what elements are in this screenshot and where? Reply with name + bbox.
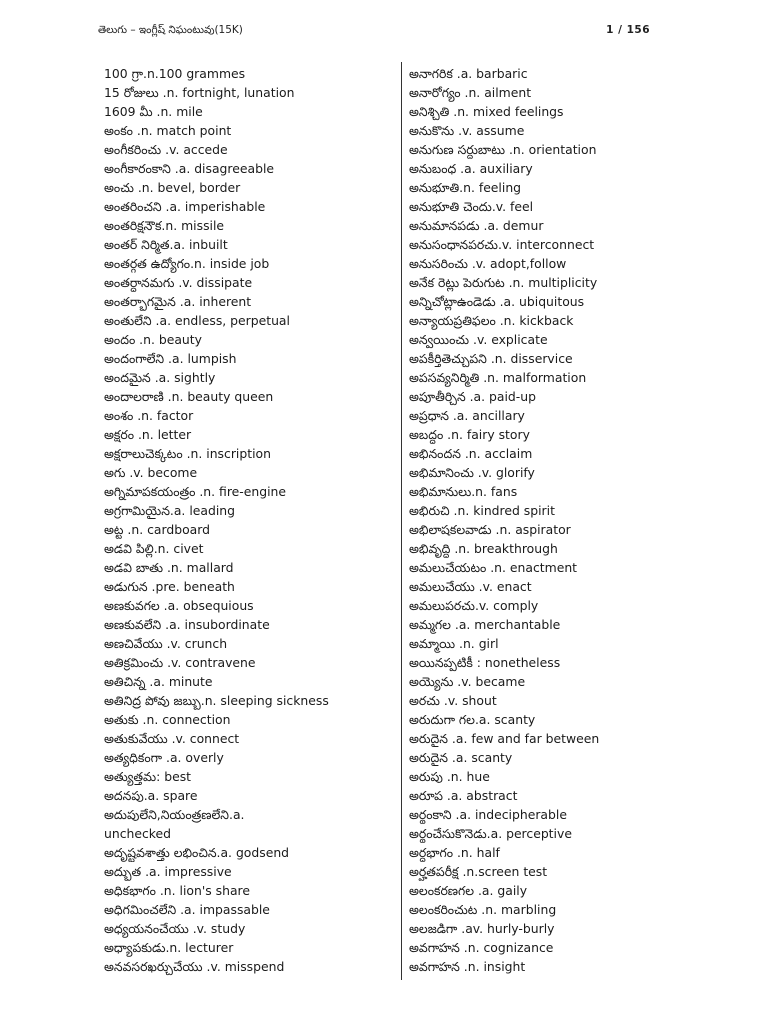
dictionary-entry: అంతర్గత ఉద్యోగం.n. inside job [104,256,270,271]
dictionary-entry: అరుదైన .a. scanty [409,750,513,765]
dictionary-entry: అంగీకారంకాని .a. disagreeable [104,161,275,176]
page-number: 1 / 156 [606,24,650,36]
page-header [98,20,650,40]
dictionary-entry: అనుసంధానపరచు.v. interconnect [409,237,595,252]
dictionary-entry: అంతులేని .a. endless, perpetual [104,313,290,328]
dictionary-entry: అరుదైన .a. few and far between [409,731,600,746]
dictionary-entry: అతినిద్ర పోవు జబ్బు.n. sleeping sickness [104,693,329,708]
dictionary-entry: అభినందన .n. acclaim [409,446,533,461]
dictionary-entry: అనుగుణ సర్దుబాటు .n. orientation [409,142,597,157]
dictionary-entry: unchecked [104,826,172,841]
dictionary-entry: అరుదుగా గల.a. scanty [409,712,536,727]
dictionary-entry: అధికభాగం .n. lion's share [104,883,250,898]
dictionary-entry: అనుకొను .v. assume [409,123,525,138]
dictionary-entry: అధిగమించలేని .a. impassable [104,902,270,917]
dictionary-entry: అరుపు .n. hue [409,769,490,784]
dictionary-entry: అంశం .n. factor [104,408,194,423]
dictionary-entry: అగ్నిమాపకయంత్రం .n. fire-engine [104,484,287,499]
dictionary-entry: అనుబంధ .a. auxiliary [409,161,533,176]
dictionary-entry: అతుకు .n. connection [104,712,231,727]
dictionary-entry: అపకీర్తితెచ్చుపని .n. disservice [409,351,573,366]
dictionary-entry: అధ్యాపకుడు.n. lecturer [104,940,234,955]
dictionary-entry: అంతర్భాగమైన .a. inherent [104,294,252,309]
dictionary-entry: అరూప .a. abstract [409,788,518,803]
dictionary-entry: అద్భుత .a. impressive [104,864,232,879]
dictionary-entry: అనుభూతి.n. feeling [409,180,522,195]
dictionary-entry: అనాగరిక .a. barbaric [409,66,528,81]
dictionary-entry: అప్రధాన .a. ancillary [409,408,525,423]
dictionary-entry: అర్థంకాని .a. indecipherable [409,807,567,822]
dictionary-entry: అడవి పిల్లి.n. civet [104,541,204,556]
dictionary-entry: అనిశ్చితి .n. mixed feelings [409,104,564,119]
dictionary-entry: అతిచిన్న .a. minute [104,674,213,689]
dictionary-entry: అణకువగల .a. obsequious [104,598,254,613]
dictionary-entry: అందంగాలేని .a. lumpish [104,351,237,366]
dictionary-entry: అదుపులేని,నియంత్రణలేని.a. [104,807,245,822]
dictionary-entry: అనేక రెట్లు పెరుగుట .n. multiplicity [409,275,598,290]
dictionary-entry: 100 గ్రా.n.100 grammes [104,66,246,81]
dictionary-entry: అన్వయించు .v. explicate [409,332,548,347]
dictionary-entry: అంగీకరించు .v. accede [104,142,228,157]
dictionary-entry: అడుగున .pre. beneath [104,579,235,594]
dictionary-entry: అనుభూతి చెందు.v. feel [409,199,534,214]
right-column [409,64,709,976]
dictionary-entry: అభిమానించు .v. glorify [409,465,535,480]
dictionary-entry: అమలుపరచు.v. comply [409,598,539,613]
dictionary-entry: అర్హతపరీక్ష .n.screen test [409,864,548,879]
dictionary-entry: అధ్యయనంచేయు .v. study [104,921,246,936]
dictionary-entry: అక్షరాలుచెక్కటం .n. inscription [104,446,271,461]
dictionary-entry: అనారోగ్యం .n. ailment [409,85,532,100]
dictionary-entry: 15 రోజులు .n. fortnight, lunation [104,85,295,100]
dictionary-entry: అతిక్రమించు .v. contravene [104,655,256,670]
document-title: తెలుగు – ఇంగ్లీష్ నిఘంటువు(15K) [98,24,243,36]
dictionary-entry: అంతరించని .a. imperishable [104,199,266,214]
dictionary-entry: అట్ట .n. cardboard [104,522,211,537]
dictionary-entry: 1609 మీ .n. mile [104,104,203,119]
dictionary-entry: అణచివేయు .v. crunch [104,636,228,651]
dictionary-entry: అపూతీర్చిన .a. paid-up [409,389,536,404]
dictionary-entry: అగు .v. become [104,465,198,480]
dictionary-entry: అపసవ్యనిర్మితి .n. malformation [409,370,587,385]
dictionary-entry: అంకం .n. match point [104,123,232,138]
dictionary-entry: అత్యధికంగా .a. overly [104,750,224,765]
dictionary-entry: అమలుచేయు .v. enact [409,579,532,594]
dictionary-entry: అభిరుచి .n. kindred spirit [409,503,555,518]
dictionary-entry: అక్షరం .n. letter [104,427,192,442]
dictionary-entry: అభిలాషకలవాడు .n. aspirator [409,522,571,537]
dictionary-entry: అతుకువేయు .v. connect [104,731,240,746]
dictionary-entry: అందమైన .a. sightly [104,370,216,385]
dictionary-entry: అబద్ధం .n. fairy story [409,427,530,442]
dictionary-entry: అదృష్టవశాత్తు లభించిన.a. godsend [104,845,290,860]
dictionary-entry: అలంకరించుట .n. marbling [409,902,557,917]
dictionary-entry: అంతర్ నిర్మిత.a. inbuilt [104,237,228,252]
dictionary-entry: అగ్రగామియైన.a. leading [104,503,235,518]
dictionary-entry: అవగాహన .n. cognizance [409,940,554,955]
dictionary-entry: అయినప్పటికీ : nonetheless [409,655,561,670]
dictionary-entry: అనవసరఖర్చుచేయు .v. misspend [104,959,285,974]
column-divider [401,62,402,980]
dictionary-entry: అభిమానులు.n. fans [409,484,518,499]
dictionary-entry: అందాలరాణి .n. beauty queen [104,389,274,404]
dictionary-entry: అమ్మగల .a. merchantable [409,617,561,632]
dictionary-entry: అయ్యెను .v. became [409,674,526,689]
dictionary-entry: అన్నిచోట్లాఉండెడు .a. ubiquitous [409,294,585,309]
dictionary-entry: అదనపు.a. spare [104,788,198,803]
dictionary-entry: అనుమానపడు .a. demur [409,218,544,233]
dictionary-entry: అరచు .v. shout [409,693,497,708]
dictionary-entry: అంతర్ధానమగు .v. dissipate [104,275,253,290]
dictionary-entry: అంచు .n. bevel, border [104,180,241,195]
dictionary-entry: అన్యాయప్రతిఫలం .n. kickback [409,313,574,328]
dictionary-entry: అమ్మాయి .n. girl [409,636,499,651]
dictionary-entry: అణకువలేని .a. insubordinate [104,617,270,632]
dictionary-entry: అత్యుత్తమ: best [104,769,192,784]
dictionary-entry: అభివృద్ధి .n. breakthrough [409,541,558,556]
dictionary-entry: అనుసరించు .v. adopt,follow [409,256,567,271]
dictionary-entry: అవగాహన .n. insight [409,959,526,974]
left-column [104,64,396,976]
dictionary-entry: అర్థంచేసుకొనెడు.a. perceptive [409,826,572,841]
dictionary-entry: అందం .n. beauty [104,332,202,347]
dictionary-entry: అలజడిగా .av. hurly-burly [409,921,555,936]
dictionary-entry: అర్ధభాగం .n. half [409,845,500,860]
dictionary-entry: అంతరిక్షనౌక.n. missile [104,218,225,233]
dictionary-entry: అమలుచేయటం .n. enactment [409,560,578,575]
dictionary-entry: అడవి బాతు .n. mallard [104,560,234,575]
dictionary-entry: అలంకరణగల .a. gaily [409,883,528,898]
